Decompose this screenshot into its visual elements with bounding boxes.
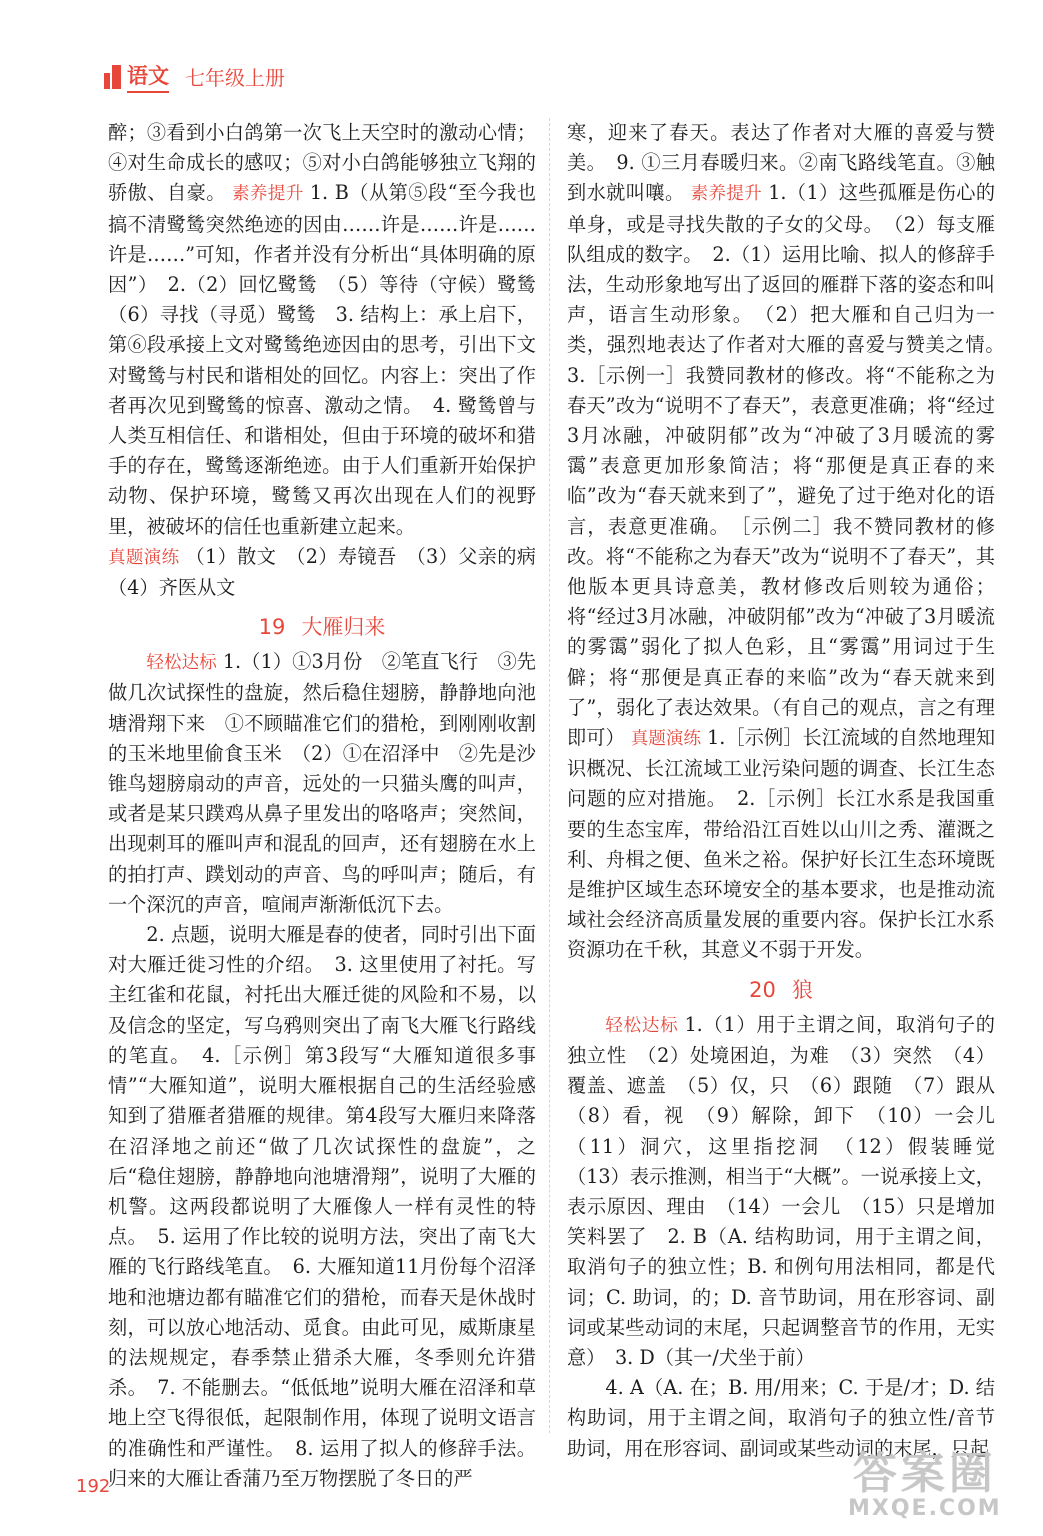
answer-text: 1.（1）用于主谓之间，取消句子的独立性 （2）处境困迫，为难 （3）突然 （4）覆盖、遮盖 （5）仅，只 （6）跟随 （7）跟从 （8）看，视 （9）解除，卸下 （10）一会儿 （11）洞穴，这里指挖洞 （12）假装睡觉 （13）表示推测，相当于“大概”。一说承接上文，表示原因、理由 （14）一会儿 （15）只是增加笑料罢了 2. B（A. 结构助词，用于主谓之间，取消句子的独立性；B. 和例句用法相同，都是代词；C. 助词，的；D. 音节助词，用在形容词、副词或某些动词的末尾，只起调整音节的作用，无实意） 3. D（其一/犬坐于前）: [567, 1012, 1015, 1369]
lesson-heading: [108, 611, 536, 643]
answer-text: 1. B（从第⑤段“至今我也搞不清鹭鸶突然绝迹的因由……许是……许是……许是……”可知，作者并没有分析出“具体明确的原因”） 2.（2）回忆鹭鸶 （5）等待（守候）鹭鸶 （6）寻找（寻觅）鹭鸶 3. 结构上：承上启下，第⑥段承接上文对鹭鸶绝迹因由的思考，引出下文对鹭鸶与村民和谐相处的回忆。内容上：突出了作者再次见到鹭鸶的惊喜、激动之情。 4. 鹭鸶曾与人类互相信任、和谐相处，但由于环境的破坏和猎手的存在，鹭鸶逐渐绝迹。由于人们重新开始保护动物、保护环境，鹭鸶又再次出现在人们的视野里，被破坏的信任也重新建立起来。: [108, 181, 556, 538]
answer-paragraph: 2. 点题，说明大雁是春的使者，同时引出下面对大雁迁徙习性的介绍。 3. 这里使用了衬托。写主红雀和花鼠，衬托出大雁迁徙的风险和不易，以及信念的坚定，写乌鸦则突出了南飞大雁飞行路线的笔直。 4.［示例］第3段写“大雁知道很多事情”“大雁知道”，说明大雁根据自己的生活经验感知到了猎雁者猎雁的规律。第4段写大雁归来降落在沼泽地之前还“做了几次试探性的盘旋”，之后“稳住翅膀，静静地向池塘滑翔”，说明了大雁的机警。这两段都说明了大雁像人一样有灵性的特点。 5. 运用了作比较的说明方法，突出了南飞大雁的飞行路线笔直。 6. 大雁知道11月份每个沼泽地和池塘边都有瞄准它们的猎枪，而春天是休战时刻，可以放心地活动、觅食。由此可见，威斯康星的法规规定，春季禁止猎杀大雁，冬季则允许猎杀。 7. 不能删去。“低低地”说明大雁在沼泽和草地上空飞得很低，起限制作用，体现了说明文语言的准确性和严谨性。 8. 运用了拟人的修辞手法。归来的大雁让香蒲乃至万物摆脱了冬日的严: [108, 923, 536, 1490]
answer-text: 1.［示例］长江流域的自然地理知识概况、长江流域工业污染问题的调查、长江生态问题的应对措施。 2.［示例］长江水系是我国重要的生态宝库，带给沿江百姓以山川之秀、灌溉之利、舟楫之便、鱼米之裕。保护好长江生态环境既是维护区域生态环境安全的基本要求，也是推动流域社会经济高质量发展的重要内容。保护长江水系资源功在千秋，其意义不弱于开发。: [567, 726, 996, 962]
answer-paragraph: [108, 542, 556, 603]
answer-text: 醉；③看到小白鸽第一次飞上天空时的激动心情；④对生命成长的感叹；⑤对小白鸽能够独立飞翔的骄傲、自豪。: [108, 121, 536, 205]
section-tag-qingsong: 轻松达标: [146, 653, 217, 674]
watermark-url: MXQE.COM: [848, 1496, 1002, 1521]
section-tag-suyang: 素养提升: [231, 184, 304, 205]
section-tag-zhenti: 真题演练: [108, 547, 180, 568]
book-logo-icon: [104, 63, 121, 89]
answer-text: 寒，迎来了春天。表达了作者对大雁的喜爱与赞美。 9. ①三月春暖归来。②南飞路线笔直。③触到水就叫嚷。: [567, 121, 995, 205]
subject-label: 语文: [127, 60, 169, 93]
answer-paragraph: [567, 118, 1015, 966]
answer-paragraph: 4. A（A. 在；B. 用/用来；C. 于是/才；D. 结构助词，用于主谓之间，取消句子的独立性/音节助词，用在形容词、副词或某些动词的末尾，只起: [567, 1376, 995, 1460]
lesson-title: 狼: [791, 977, 813, 1002]
right-column: [567, 118, 1015, 1464]
watermark-text: 答案圈: [852, 1448, 997, 1499]
answer-paragraph: [108, 647, 536, 920]
lesson-heading: [567, 974, 995, 1006]
lesson-number: 19: [258, 615, 286, 640]
answer-text: （1）散文 （2）寿镜吾 （3）父亲的病 （4）齐医从文: [108, 544, 556, 600]
lesson-number: 20: [749, 977, 776, 1002]
section-tag-qingsong: 轻松达标: [605, 1015, 679, 1036]
answer-paragraph: [108, 118, 556, 542]
answer-text: 1.（1）①3月份 ②笔直飞行 ③先做几次试探性的盘旋，然后稳住翅膀，静静地向池塘滑翔下来 ①不顾瞄准它们的猎枪，到刚刚收割的玉米地里偷食玉米 （2）①在沼泽中 ②先是沙锥鸟翅膀扇动的声音，远处的一只猫头鹰的叫声，或者是某只蹼鸡从鼻子里发出的咯咯声；突然间，出现刺耳的雁叫声和混乱的回声，还有翅膀在水上的拍打声、蹼划动的声音、鸟的呼叫声；随后，有一个深沉的声音，喧闹声渐渐低沉下去。: [108, 650, 536, 916]
section-tag-zhenti: 真题演练: [630, 729, 702, 750]
column-divider: [549, 118, 550, 1433]
answer-text: 1.（1）这些孤雁是伤心的单身，或是寻找失散的子女的父母。 （2）每支雁队组成的数字。 2.（1）运用比喻、拟人的修辞手法，生动形象地写出了返回的雁群下落的姿态和叫声，语言生动形象。 （2）把大雁和自己归为一类，强烈地表达了作者对大雁的喜爱与赞美之情。 3.［示例一］我赞同教材的修改。将“不能称之为春天”改为“说明不了春天”，表意更准确；将“经过3月冰融，冲破阴郁”改为“冲破了3月暖流的雾霭”表意更加形象简洁；将“那便是真正春的来临”改为“春天就来到了”，避免了过于绝对化的语言，表意更准确。 ［示例二］我不赞同教材的修改。将“不能称之为春天”改为“说明不了春天”，其他版本更具诗意美，教材修改后则较为通俗；将“经过3月冰融，冲破阴郁”改为“冲破了3月暖流的雾霭”弱化了拟人色彩，且“雾霭”用词过于生僻；将“那便是真正春的来临”改为“春天就来到了”，弱化了表达效果。（有自己的观点，言之有理即可）: [567, 181, 1015, 750]
page-number: 192: [76, 1476, 111, 1497]
section-tag-suyang: 素养提升: [690, 184, 763, 205]
left-column: [108, 118, 556, 1494]
lesson-title: 大雁归来: [301, 615, 386, 640]
watermark-logo: [848, 1448, 1002, 1521]
page-header: [104, 58, 285, 94]
answer-paragraph: [567, 1010, 1015, 1373]
grade-label: 七年级上册: [185, 65, 285, 90]
